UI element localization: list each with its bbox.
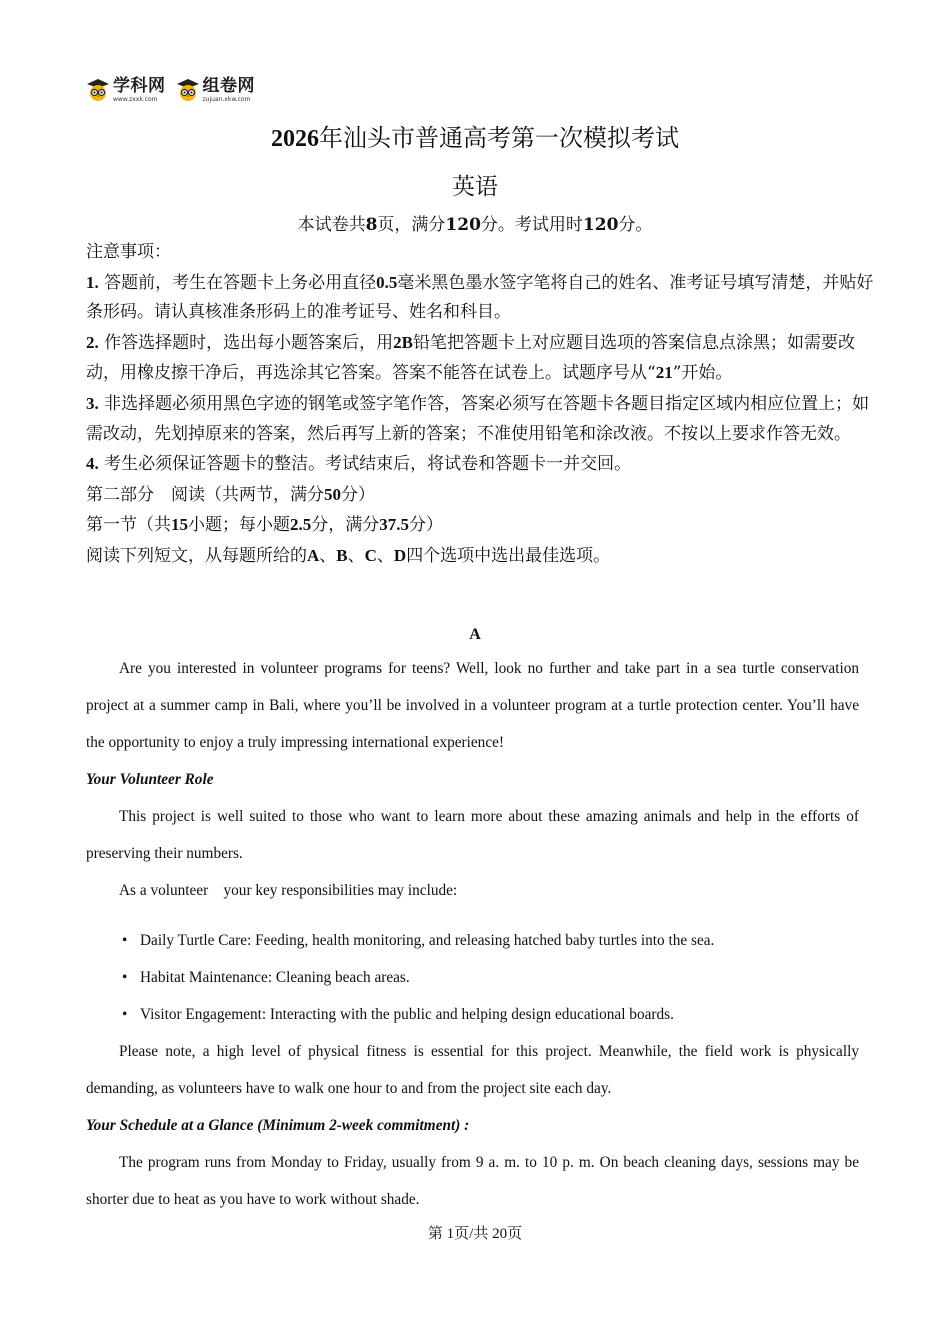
logo-url: zujuan.xkw.com: [202, 95, 251, 103]
option-a: A: [307, 545, 320, 565]
fitness-note: Please note, a high level of physical fitness is essential for this project. Meanwhile, the field work is physically demanding, as volunteers have to walk one hour to and from the project site each day.: [86, 1043, 859, 1097]
section-score: 50: [324, 484, 341, 504]
note-text: ”开始。: [672, 363, 733, 384]
owl-graduation-icon: [176, 78, 200, 102]
logo-title: 学科网: [113, 75, 166, 96]
section-text: 分）: [341, 484, 375, 505]
notes-heading: 注意事项：: [86, 242, 171, 262]
info-time: 120: [582, 215, 619, 235]
subsection-total: 37.5: [379, 515, 409, 535]
note-text: 非选择题必须用黑色字迹的钢笔或签字笔作答，答案必须写在答题卡各题目指定区域内相应位置上；如需改动，先划掉原来的答案，然后再写上新的答案；不准使用铅笔和涂改液。不按以上要求作答无效。: [86, 393, 870, 444]
option-d: D: [393, 545, 407, 565]
exam-subject: 英语: [452, 174, 498, 200]
list-item-text: Habitat Maintenance: Cleaning beach areas.: [140, 969, 410, 986]
subsection-text: 分）: [409, 515, 443, 536]
note-number: 1.: [86, 272, 99, 292]
exam-notes: [86, 238, 876, 572]
responsibilities-intro: As a volunteer your key responsibilities may include:: [119, 882, 458, 899]
subsection-heading: [86, 510, 876, 541]
passage-a: [86, 650, 859, 1218]
note-item-4: [86, 449, 876, 480]
page-number: 第 1页/共 20页: [427, 1226, 523, 1242]
reading-instruction: [86, 541, 876, 572]
passage-label: A: [469, 626, 481, 643]
info-text: 分。考试用时: [480, 215, 583, 235]
info-pages: 8: [365, 215, 378, 235]
separator: 、: [376, 545, 394, 566]
info-text: 本试卷共: [297, 215, 366, 235]
logo-zujuanwang: [176, 75, 256, 103]
note-text: 作答选择题时，选出每小题答案后，用: [104, 332, 394, 353]
subsection-text: 分，满分: [311, 515, 380, 536]
exam-title: [0, 118, 950, 153]
logo-xuekewang: [86, 75, 166, 103]
schedule-heading: Your Schedule at a Glance (Minimum 2-week commitment) :: [86, 1117, 470, 1134]
list-item-text: Daily Turtle Care: Feeding, health monitoring, and releasing hatched baby turtles into the sea.: [140, 932, 715, 949]
separator: 、: [319, 545, 337, 566]
section-text: 第二部分 阅读（共两节，满分: [86, 484, 324, 505]
subsection-count: 15: [171, 515, 188, 535]
note-item-2: [86, 328, 876, 389]
note-number: 2.: [86, 332, 99, 352]
volunteer-role-text: This project is well suited to those who want to learn more about these amazing animals and help in the efforts of preserving their numbers.: [86, 808, 859, 862]
passage-intro: Are you interested in volunteer programs for teens? Well, look no further and take part in a sea turtle conservation project at a summer camp in Bali, where you’ll be involved in a volunteer program at a turtle protection center. You’ll have the opportunity to enjoy a truly impressing international experience!: [86, 660, 859, 751]
separator: 、: [347, 545, 365, 566]
note-text: 毫米黑色墨水签字笔将自己的姓名、准考证号填写清楚，并贴好条形码。请认真核准条形码上的准考证号、姓名和科目。: [86, 272, 874, 323]
section-heading: [86, 480, 876, 511]
list-item: [86, 959, 859, 996]
note-bold: 21: [655, 363, 673, 383]
note-bold: 2B: [393, 332, 413, 352]
note-text: 考生必须保证答题卡的整洁。考试结束后，将试卷和答题卡一并交回。: [104, 454, 632, 475]
note-number: 3.: [86, 393, 99, 413]
note-item-1: [86, 268, 876, 328]
info-text: 页，满分: [377, 215, 446, 235]
instruction-text: 四个选项中选出最佳选项。: [406, 545, 611, 566]
note-number: 4.: [86, 454, 99, 474]
info-text: 分。: [618, 215, 653, 235]
bullet-icon: •: [122, 1006, 128, 1023]
logo-url: www.zxxk.com: [113, 95, 158, 103]
schedule-text: The program runs from Monday to Friday, usually from 9 a. m. to 10 p. m. On beach cleaning days, sessions may be shorter due to heat as you have to work without shade.: [86, 1154, 859, 1208]
bullet-icon: •: [122, 969, 128, 986]
option-c: C: [364, 545, 377, 565]
instruction-text: 阅读下列短文，从每题所给的: [86, 545, 307, 566]
note-bold: 0.5: [376, 272, 398, 292]
info-score: 120: [445, 215, 481, 235]
exam-year: 2026: [271, 126, 319, 152]
exam-info: [0, 210, 950, 235]
owl-graduation-icon: [86, 78, 110, 102]
responsibilities-list: [86, 922, 859, 1033]
list-item: [86, 922, 859, 959]
bullet-icon: •: [122, 932, 128, 949]
note-text: 答题前，考生在答题卡上务必用直径: [104, 272, 377, 293]
logo-bar: [86, 74, 255, 106]
note-text: 铅笔把答题卡上对应题目选项的答案信息点涂黑；如需要改动，用橡皮擦干净后，再选涂其它答案。答案不能答在试卷上。试题序号从“: [86, 332, 855, 384]
option-b: B: [336, 545, 348, 565]
volunteer-role-heading: Your Volunteer Role: [86, 771, 214, 788]
logo-title: 组卷网: [202, 75, 255, 96]
subsection-text: 第一节（共: [86, 515, 171, 536]
note-item-3: [86, 389, 876, 449]
list-item-text: Visitor Engagement: Interacting with the public and helping design educational boards.: [140, 1006, 674, 1023]
exam-title-text: 年汕头市普通高考第一次模拟考试: [319, 124, 679, 152]
subsection-per: 2.5: [290, 515, 312, 535]
subsection-text: 小题；每小题: [188, 515, 290, 536]
list-item: [86, 996, 859, 1033]
